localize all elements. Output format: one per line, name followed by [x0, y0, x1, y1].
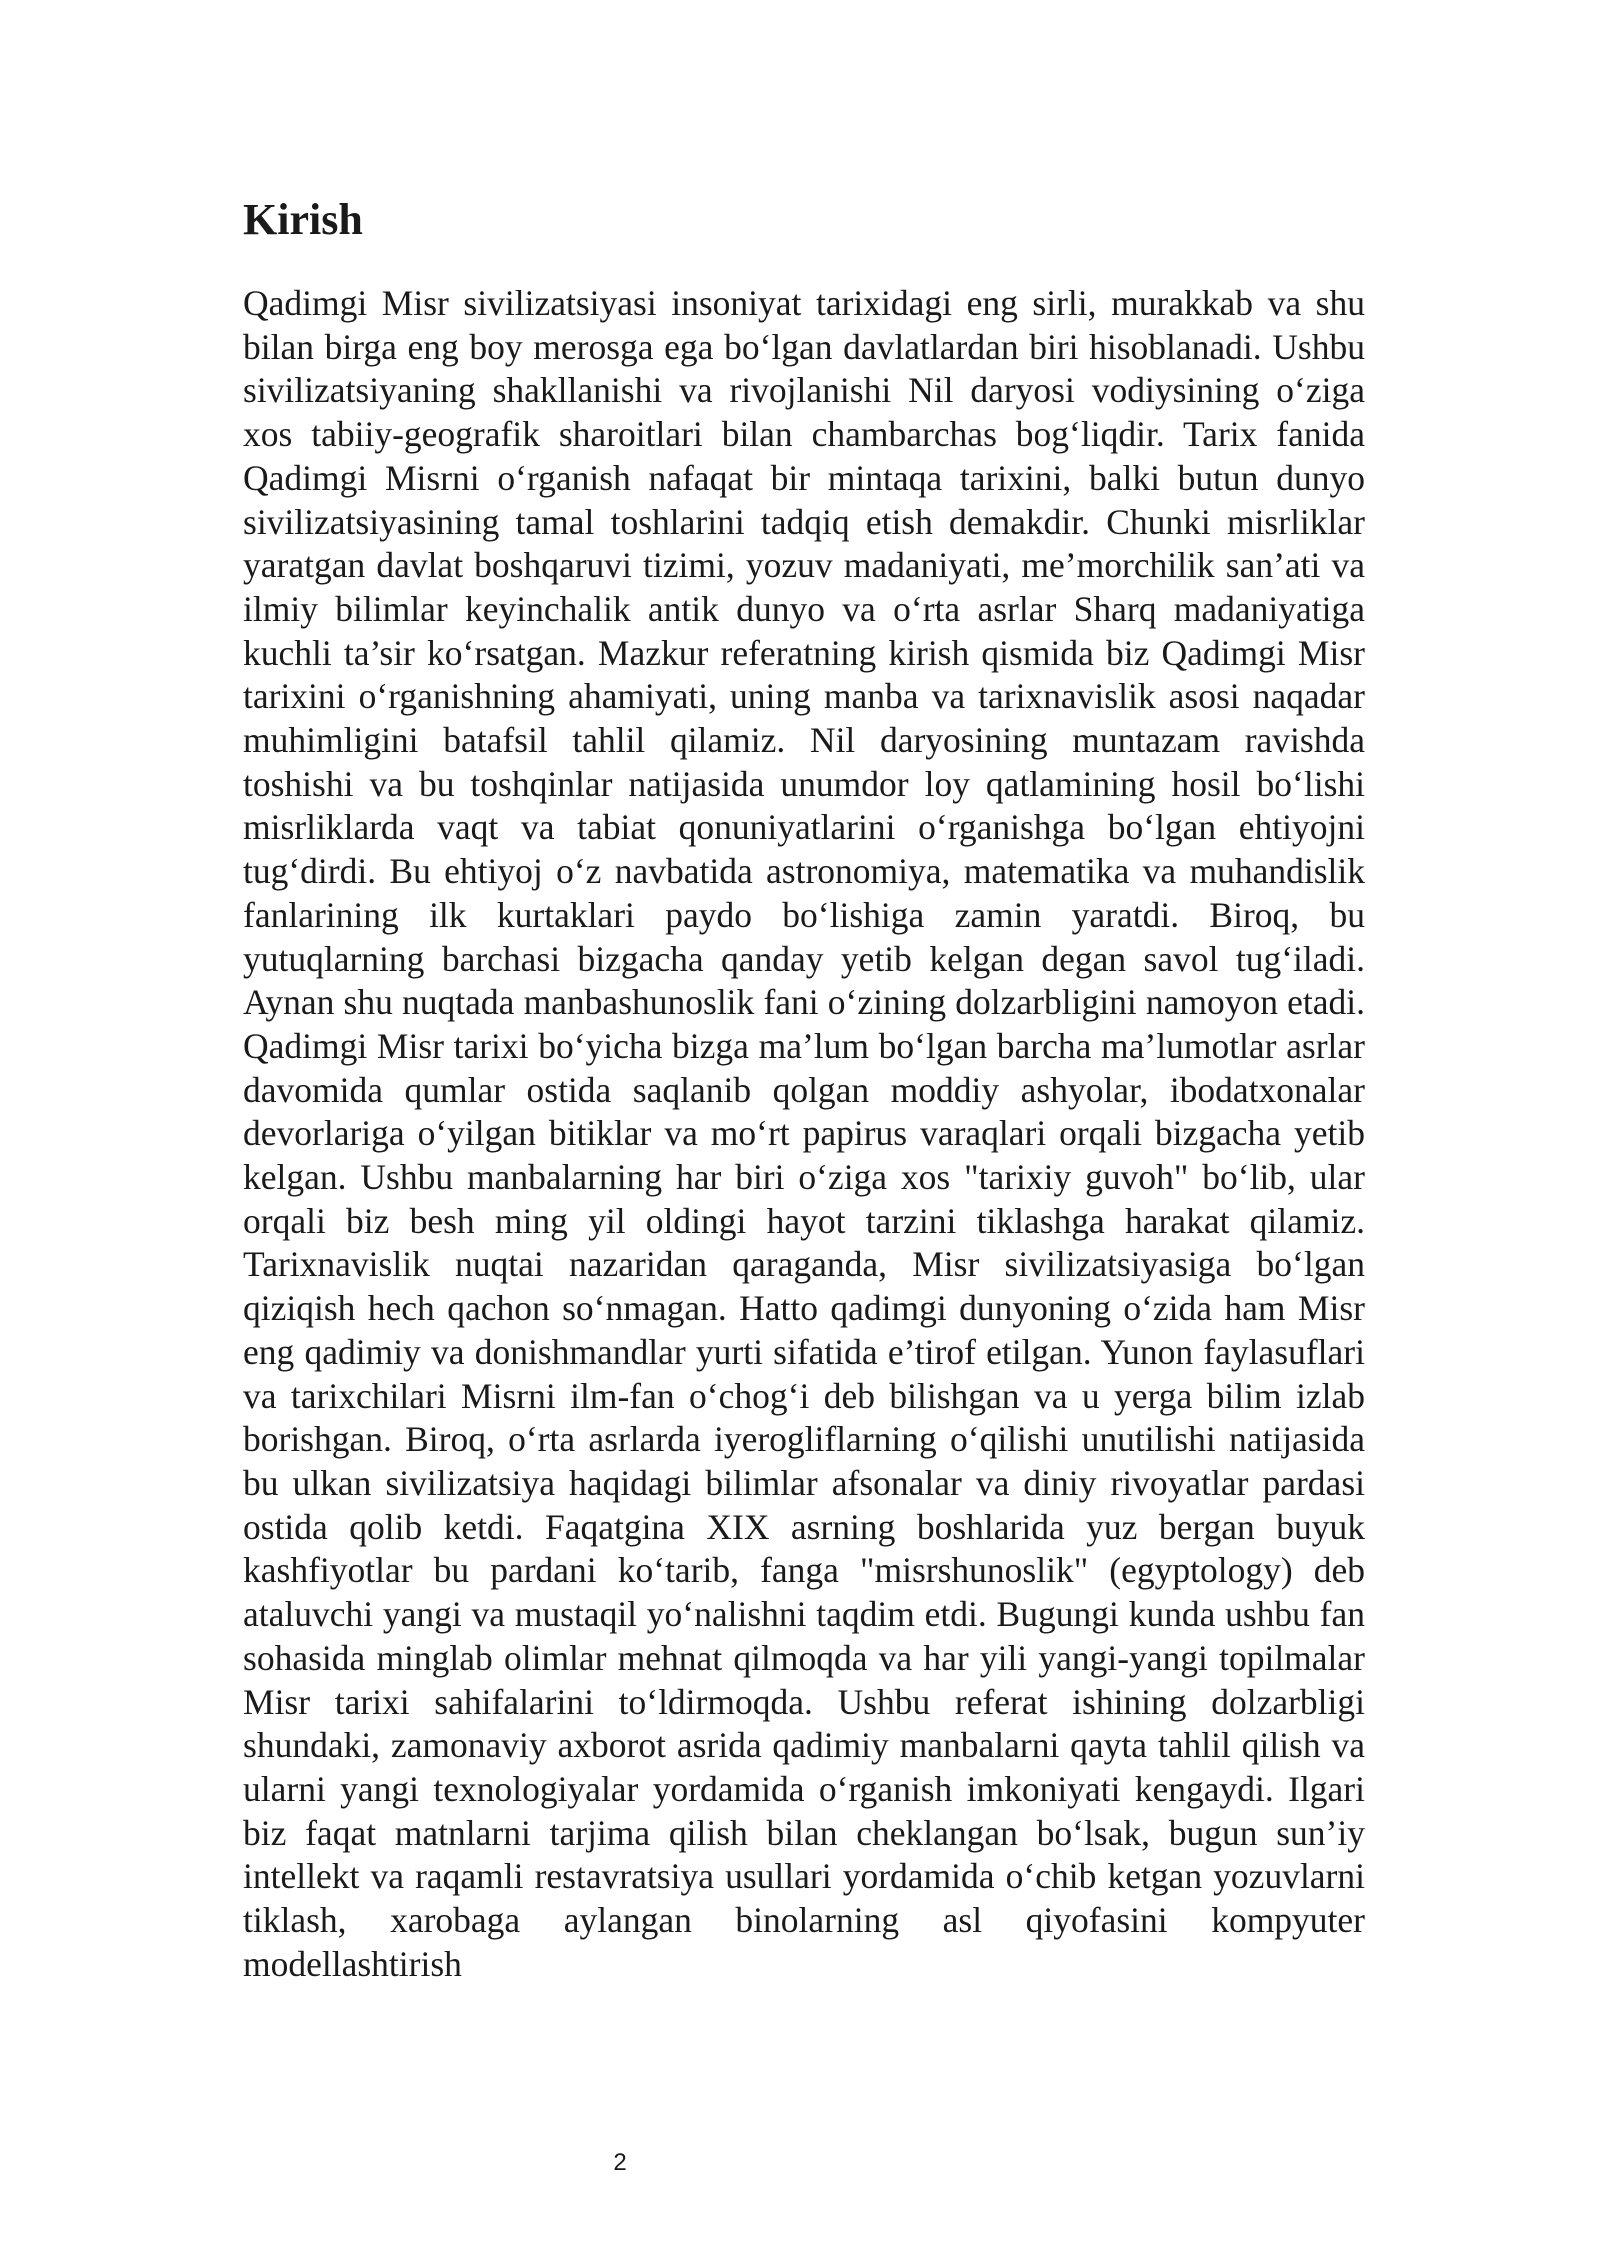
section-heading: Kirish	[243, 195, 363, 244]
page-number: 2	[613, 2149, 627, 2176]
body-paragraph: Qadimgi Misr sivilizatsiyasi insoniyat tarixidagi eng sirli, murakkab va shu bilan birga eng boy merosga ega bo‘lgan davlatlardan biri hisoblanadi. Ushbu sivilizatsiyaning shakllanishi va rivojlanishi Nil daryosi vodiysining o‘ziga xos tabiiy-geografik sharoitlari bilan chambarchas bog‘liqdir. Tarix fanida Qadimgi Misrni o‘rganish nafaqat bir mintaqa tarixini, balki butun dunyo sivilizatsiyasining tamal toshlarini tadqiq etish demakdir. Chunki misrliklar yaratgan davlat boshqaruvi tizimi, yozuv madaniyati, me’morchilik san’ati va ilmiy bilimlar keyinchalik antik dunyo va o‘rta asrlar Sharq madaniyatiga kuchli ta’sir ko‘rsatgan. Mazkur referatning kirish qismida biz Qadimgi Misr tarixini o‘rganishning ahamiyati, uning manba va tarixnavislik asosi naqadar muhimligini batafsil tahlil qilamiz. Nil daryosining muntazam ravishda toshishi va bu toshqinlar natijasida unumdor loy qatlamining hosil bo‘lishi misrliklarda vaqt va tabiat qonuniyatlarini o‘rganishga bo‘lgan ehtiyojni tug‘dirdi. Bu ehtiyoj o‘z navbatida astronomiya, matematika va muhandislik fanlarining ilk kurtaklari paydo bo‘lishiga zamin yaratdi. Biroq, bu yutuqlarning barchasi bizgacha qanday yetib kelgan degan savol tug‘iladi. Aynan shu nuqtada manbashunoslik fani o‘zining dolzarbligini namoyon etadi. Qadimgi Misr tarixi bo‘yicha bizga ma’lum bo‘lgan barcha ma’lumotlar asrlar davomida qumlar ostida saqlanib qolgan moddiy ashyolar, ibodatxonalar devorlariga o‘yilgan bitiklar va mo‘rt papirus varaqlari orqali bizgacha yetib kelgan. Ushbu manbalarning har biri o‘ziga xos "tarixiy guvoh" bo‘lib, ular orqali biz besh ming yil oldingi hayot tarzini tiklashga harakat qilamiz. Tarixnavislik nuqtai nazaridan qaraganda, Misr sivilizatsiyasiga bo‘lgan qiziqish hech qachon so‘nmagan. Hatto qadimgi dunyoning o‘zida ham Misr eng qadimiy va donishmandlar yurti sifatida e’tirof etilgan. Yunon faylasuflari va tarixchilari Misrni ilm-fan o‘chog‘i deb bilishgan va u yerga bilim izlab borishgan. Biroq, o‘rta asrlarda iyerogliflarning o‘qilishi unutilishi natijasida bu ulkan sivilizatsiya haqidagi bilimlar afsonalar va diniy rivoyatlar pardasi ostida qolib ketdi. Faqatgina XIX asrning boshlarida yuz bergan buyuk kashfiyotlar bu pardani ko‘tarib, fanga "misrshunoslik" (egyptology) deb ataluvchi yangi va mustaqil yo‘nalishni taqdim etdi. Bugungi kunda ushbu fan sohasida minglab olimlar mehnat qilmoqda va har yili yangi-yangi topilmalar Misr tarixi sahifalarini to‘ldirmoqda. Ushbu referat ishining dolzarbligi shundaki, zamonaviy axborot asrida qadimiy manbalarni qayta tahlil qilish va ularni yangi texnologiyalar yordamida o‘rganish imkoniyati kengaydi. Ilgari biz faqat matnlarni tarjima qilish bilan cheklangan bo‘lsak, bugun sun’iy intellekt va raqamli restavratsiya usullari yordamida o‘chib ketgan yozuvlarni tiklash, xarobaga aylangan binolarning asl qiyofasini kompyuter modellashtirish	[243, 283, 1365, 1984]
